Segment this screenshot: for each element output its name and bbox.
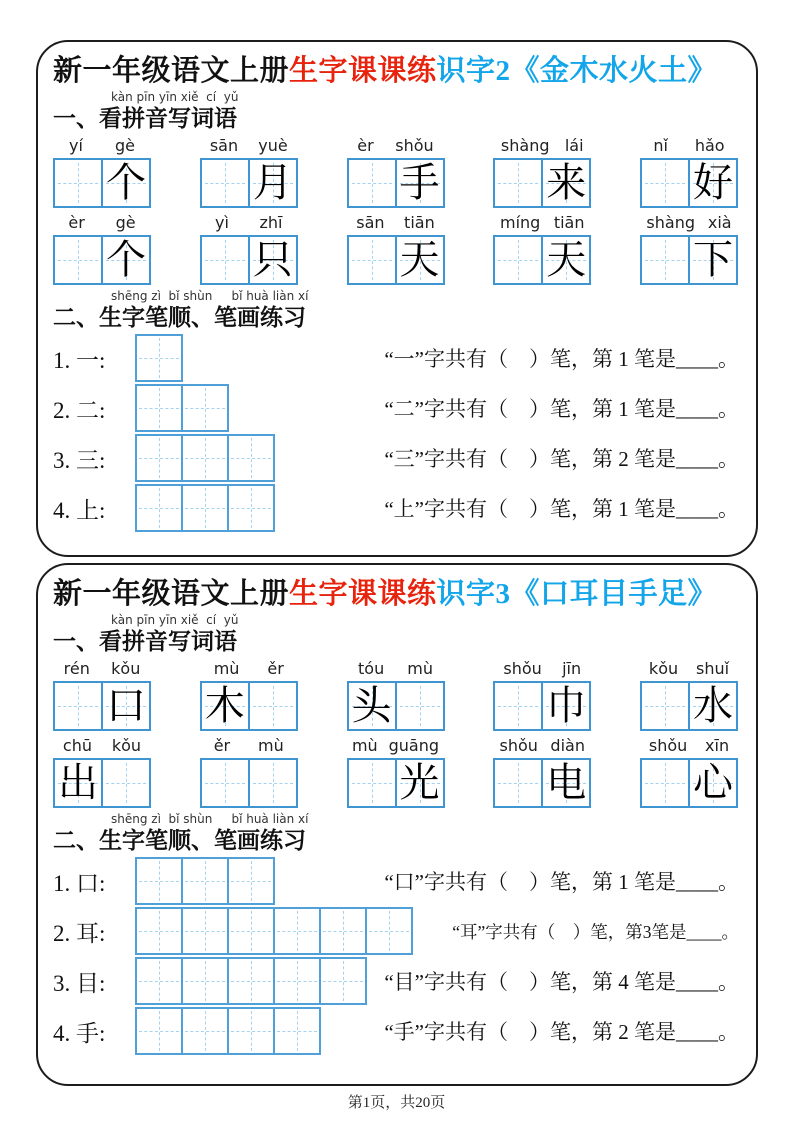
part1-pinyin: kàn pīn yīn xiě cí yǔ <box>111 613 239 627</box>
stroke-question: “三”字共有（ ）笔，第 2 笔是____。 <box>384 447 739 471</box>
writing-cell <box>53 758 103 808</box>
writing-box-pair <box>200 158 298 208</box>
writing-cell <box>347 681 397 731</box>
writing-cell <box>541 235 591 285</box>
word-pinyin <box>493 735 591 758</box>
pinyin-syllable: jīn <box>562 659 582 678</box>
pinyin-syllable: yuè <box>258 136 288 155</box>
stroke-grid-cell <box>181 434 229 482</box>
stroke-grid-cell <box>181 907 229 955</box>
word-pinyin <box>53 135 151 158</box>
pinyin-syllable: lái <box>564 136 584 155</box>
writing-box-pair <box>493 681 591 731</box>
word-pinyin <box>347 658 445 681</box>
writing-cell <box>688 158 738 208</box>
word-pinyin <box>200 212 298 235</box>
word-group <box>200 735 298 808</box>
word-pinyin <box>493 212 591 235</box>
pinyin-syllable: shǒu <box>648 736 688 755</box>
pinyin-syllable: yì <box>215 213 229 232</box>
writing-box-pair <box>493 758 591 808</box>
stroke-grid-cell <box>181 1007 229 1055</box>
word-group <box>53 135 151 208</box>
writing-cell <box>248 758 298 808</box>
hanzi-character: 个 <box>106 160 146 205</box>
pinyin-syllable: tiān <box>404 213 435 232</box>
part2-pinyin: shēng zì bǐ shùn bǐ huà liàn xí <box>111 289 309 303</box>
stroke-item-label: 2. 二: <box>53 397 106 423</box>
writing-cell <box>101 158 151 208</box>
writing-box-pair <box>640 235 738 285</box>
stroke-question: “一”字共有（ ）笔，第 1 笔是____。 <box>384 347 739 371</box>
pinyin-syllable: gè <box>114 136 135 155</box>
writing-cell <box>395 681 445 731</box>
writing-box-pair <box>347 681 445 731</box>
word-pinyin <box>640 658 738 681</box>
writing-box-pair <box>640 158 738 208</box>
stroke-item <box>53 434 740 482</box>
stroke-grid-cell <box>135 434 183 482</box>
stroke-item <box>53 484 740 532</box>
word-group <box>53 735 151 808</box>
hanzi-character: 木 <box>204 683 245 728</box>
writing-cell <box>200 158 250 208</box>
word-row <box>53 658 738 731</box>
hanzi-character: 只 <box>252 237 293 282</box>
writing-box-pair <box>493 158 591 208</box>
writing-cell <box>541 158 591 208</box>
writing-cell <box>541 681 591 731</box>
writing-cell <box>395 758 445 808</box>
word-group <box>347 135 445 208</box>
stroke-grid-cell <box>319 957 367 1005</box>
word-group <box>200 212 298 285</box>
writing-cell <box>101 758 151 808</box>
stroke-grid-cell <box>227 1007 275 1055</box>
stroke-grid-cell <box>227 434 275 482</box>
writing-cell <box>493 758 543 808</box>
writing-box-pair <box>53 681 151 731</box>
writing-cell <box>200 758 250 808</box>
worksheet-card-1 <box>36 40 758 557</box>
title-course: 新一年级语文上册 <box>53 55 290 87</box>
stroke-grid-cell <box>181 484 229 532</box>
pinyin-syllable: kǒu <box>111 736 142 755</box>
stroke-item <box>53 957 740 1005</box>
stroke-grid-cell <box>135 957 183 1005</box>
writing-box-pair <box>347 235 445 285</box>
section-title <box>53 52 740 90</box>
part2-heading: 二、生字笔顺、笔画练习 <box>53 305 306 330</box>
writing-box-pair <box>640 758 738 808</box>
writing-box-pair <box>347 758 445 808</box>
hanzi-character: 手 <box>399 160 440 205</box>
writing-cell <box>395 235 445 285</box>
writing-cell <box>541 758 591 808</box>
stroke-grid-cell <box>273 907 321 955</box>
stroke-grid-cell <box>227 957 275 1005</box>
word-pinyin <box>347 212 445 235</box>
section-title <box>53 575 740 613</box>
writing-cell <box>101 235 151 285</box>
pinyin-syllable: tiān <box>553 213 585 232</box>
pinyin-syllable: sān <box>209 136 239 155</box>
writing-cell <box>347 235 397 285</box>
word-pinyin <box>493 135 591 158</box>
word-group <box>640 735 738 808</box>
word-pinyin <box>200 135 298 158</box>
stroke-item-label: 3. 三: <box>53 447 106 473</box>
writing-cell <box>53 235 103 285</box>
pinyin-syllable: shuǐ <box>695 659 730 678</box>
stroke-grid-cell <box>135 1007 183 1055</box>
word-pinyin <box>640 735 738 758</box>
pinyin-syllable: mù <box>258 736 284 755</box>
stroke-item-label: 1. 一: <box>53 347 106 373</box>
writing-cell <box>53 681 103 731</box>
title-series: 生字课课练 <box>289 578 437 610</box>
writing-box-pair <box>53 235 151 285</box>
word-group <box>53 212 151 285</box>
stroke-question: “上”字共有（ ）笔，第 1 笔是____。 <box>384 497 739 521</box>
stroke-grid-cell <box>135 484 183 532</box>
hanzi-character: 下 <box>693 237 733 282</box>
part2-heading: 二、生字笔顺、笔画练习 <box>53 828 306 853</box>
stroke-item-label: 1. 口: <box>53 870 106 896</box>
pinyin-syllable: kǒu <box>648 659 679 678</box>
pinyin-syllable: nǐ <box>653 136 668 155</box>
pinyin-syllable: shǒu <box>395 136 434 155</box>
stroke-grid <box>135 384 229 432</box>
page-footer: 第1页，共20页 <box>347 1095 446 1111</box>
pinyin-syllable: mù <box>351 736 378 755</box>
stroke-item <box>53 1007 740 1055</box>
stroke-grid <box>135 907 413 955</box>
stroke-grid-cell <box>181 957 229 1005</box>
part1-heading: 一、看拼音写词语 <box>53 629 237 654</box>
hanzi-character: 光 <box>399 760 440 805</box>
hanzi-character: 巾 <box>546 683 587 728</box>
pinyin-syllable: mù <box>213 659 240 678</box>
writing-cell <box>347 158 397 208</box>
word-group <box>200 658 298 731</box>
pinyin-syllable: chū <box>62 736 92 755</box>
writing-cell <box>640 158 690 208</box>
pinyin-syllable: èr <box>68 213 85 232</box>
pinyin-syllable: xià <box>707 213 732 232</box>
pinyin-syllable: shǒu <box>499 736 538 755</box>
word-group <box>347 735 445 808</box>
word-group <box>640 212 738 285</box>
writing-box-pair <box>53 158 151 208</box>
writing-cell <box>347 758 397 808</box>
word-pinyin <box>200 658 298 681</box>
title-series: 生字课课练 <box>289 55 437 87</box>
pinyin-syllable: rén <box>63 659 90 678</box>
pinyin-syllable: xīn <box>705 736 730 755</box>
stroke-question: “耳”字共有（ ）笔，第3笔是____。 <box>452 921 739 942</box>
stroke-item-label: 2. 耳: <box>53 920 106 946</box>
word-group <box>493 658 591 731</box>
stroke-item-label: 3. 目: <box>53 970 106 996</box>
writing-box-pair <box>53 758 151 808</box>
hanzi-character: 天 <box>546 237 587 282</box>
writing-box-pair <box>493 235 591 285</box>
hanzi-character: 月 <box>252 160 293 205</box>
word-group <box>493 135 591 208</box>
title-lesson: 识字3《口耳目手足》 <box>436 578 718 610</box>
pinyin-syllable: mù <box>407 659 433 678</box>
writing-cell <box>200 235 250 285</box>
stroke-grid <box>135 484 275 532</box>
pinyin-syllable: shǒu <box>503 659 542 678</box>
title-lesson: 识字2《金木水火土》 <box>436 55 718 87</box>
stroke-grid-cell <box>273 1007 321 1055</box>
stroke-grid-cell <box>135 857 183 905</box>
part1-pinyin: kàn pīn yīn xiě cí yǔ <box>111 90 239 104</box>
word-row <box>53 212 738 285</box>
stroke-question: “目”字共有（ ）笔，第 4 笔是____。 <box>384 970 739 994</box>
word-group <box>493 212 591 285</box>
word-row <box>53 735 738 808</box>
pinyin-syllable: kǒu <box>111 659 141 678</box>
hanzi-character: 心 <box>693 760 733 805</box>
word-group <box>347 658 445 731</box>
writing-cell <box>53 158 103 208</box>
stroke-item-label: 4. 手: <box>53 1020 106 1046</box>
stroke-grid <box>135 334 183 382</box>
stroke-item <box>53 857 740 905</box>
stroke-grid <box>135 1007 321 1055</box>
hanzi-character: 来 <box>546 160 587 205</box>
word-pinyin <box>347 735 445 758</box>
stroke-grid <box>135 857 275 905</box>
pinyin-syllable: guāng <box>388 736 440 755</box>
stroke-grid-cell <box>365 907 413 955</box>
pinyin-syllable: gè <box>115 213 136 232</box>
writing-cell <box>248 158 298 208</box>
writing-cell <box>688 235 738 285</box>
hanzi-character: 电 <box>546 760 587 805</box>
word-group <box>493 735 591 808</box>
stroke-item <box>53 334 740 382</box>
word-group <box>640 135 738 208</box>
hanzi-character: 头 <box>351 683 392 728</box>
pinyin-syllable: èr <box>357 136 374 155</box>
stroke-question: “二”字共有（ ）笔，第 1 笔是____。 <box>384 397 739 421</box>
stroke-item <box>53 907 740 955</box>
pinyin-syllable: diàn <box>550 736 585 755</box>
stroke-grid-cell <box>273 957 321 1005</box>
writing-cell <box>248 235 298 285</box>
pinyin-syllable: hǎo <box>694 136 725 155</box>
word-group <box>200 135 298 208</box>
writing-cell <box>101 681 151 731</box>
pinyin-syllable: míng <box>500 213 541 232</box>
word-pinyin <box>200 735 298 758</box>
stroke-grid-cell <box>227 907 275 955</box>
word-pinyin <box>493 658 591 681</box>
hanzi-character: 个 <box>106 237 146 282</box>
stroke-grid-cell <box>181 384 229 432</box>
hanzi-character: 水 <box>693 683 733 728</box>
stroke-item <box>53 384 740 432</box>
hanzi-character: 出 <box>58 760 98 805</box>
writing-cell <box>640 681 690 731</box>
hanzi-character: 天 <box>399 237 440 282</box>
word-pinyin <box>53 735 151 758</box>
stroke-grid-cell <box>135 334 183 382</box>
stroke-grid-cell <box>135 907 183 955</box>
writing-cell <box>493 235 543 285</box>
word-pinyin <box>347 135 445 158</box>
writing-cell <box>640 235 690 285</box>
stroke-grid-cell <box>181 857 229 905</box>
pinyin-syllable: tóu <box>358 659 385 678</box>
word-group <box>53 658 151 731</box>
writing-cell <box>640 758 690 808</box>
hanzi-character: 口 <box>106 683 146 728</box>
word-group <box>640 658 738 731</box>
writing-cell <box>248 681 298 731</box>
word-row <box>53 135 738 208</box>
writing-cell <box>688 681 738 731</box>
pinyin-syllable: sān <box>356 213 385 232</box>
pinyin-syllable: yí <box>69 136 83 155</box>
stroke-grid-cell <box>227 484 275 532</box>
writing-box-pair <box>200 235 298 285</box>
stroke-question: “手”字共有（ ）笔，第 2 笔是____。 <box>384 1020 739 1044</box>
stroke-grid-cell <box>227 857 275 905</box>
writing-cell <box>200 681 250 731</box>
part1-heading: 一、看拼音写词语 <box>53 106 237 131</box>
word-pinyin <box>640 212 738 235</box>
part2-pinyin: shēng zì bǐ shùn bǐ huà liàn xí <box>111 812 309 826</box>
writing-box-pair <box>640 681 738 731</box>
stroke-item-label: 4. 上: <box>53 497 106 523</box>
pinyin-syllable: zhī <box>259 213 283 232</box>
writing-box-pair <box>347 158 445 208</box>
writing-cell <box>688 758 738 808</box>
stroke-grid <box>135 957 367 1005</box>
worksheet-card-2 <box>36 563 758 1086</box>
word-pinyin <box>640 135 738 158</box>
writing-cell <box>493 158 543 208</box>
word-pinyin <box>53 658 151 681</box>
stroke-grid <box>135 434 275 482</box>
pinyin-syllable: ěr <box>213 736 231 755</box>
writing-cell <box>395 158 445 208</box>
title-course: 新一年级语文上册 <box>53 578 290 610</box>
writing-box-pair <box>200 681 298 731</box>
stroke-grid-cell <box>319 907 367 955</box>
writing-box-pair <box>200 758 298 808</box>
pinyin-syllable: ěr <box>267 659 284 678</box>
pinyin-syllable: shàng <box>646 213 695 232</box>
word-group <box>347 212 445 285</box>
pinyin-syllable: shàng <box>500 136 550 155</box>
stroke-grid-cell <box>135 384 183 432</box>
stroke-question: “口”字共有（ ）笔，第 1 笔是____。 <box>384 870 739 894</box>
word-pinyin <box>53 212 151 235</box>
hanzi-character: 好 <box>693 160 733 205</box>
writing-cell <box>493 681 543 731</box>
